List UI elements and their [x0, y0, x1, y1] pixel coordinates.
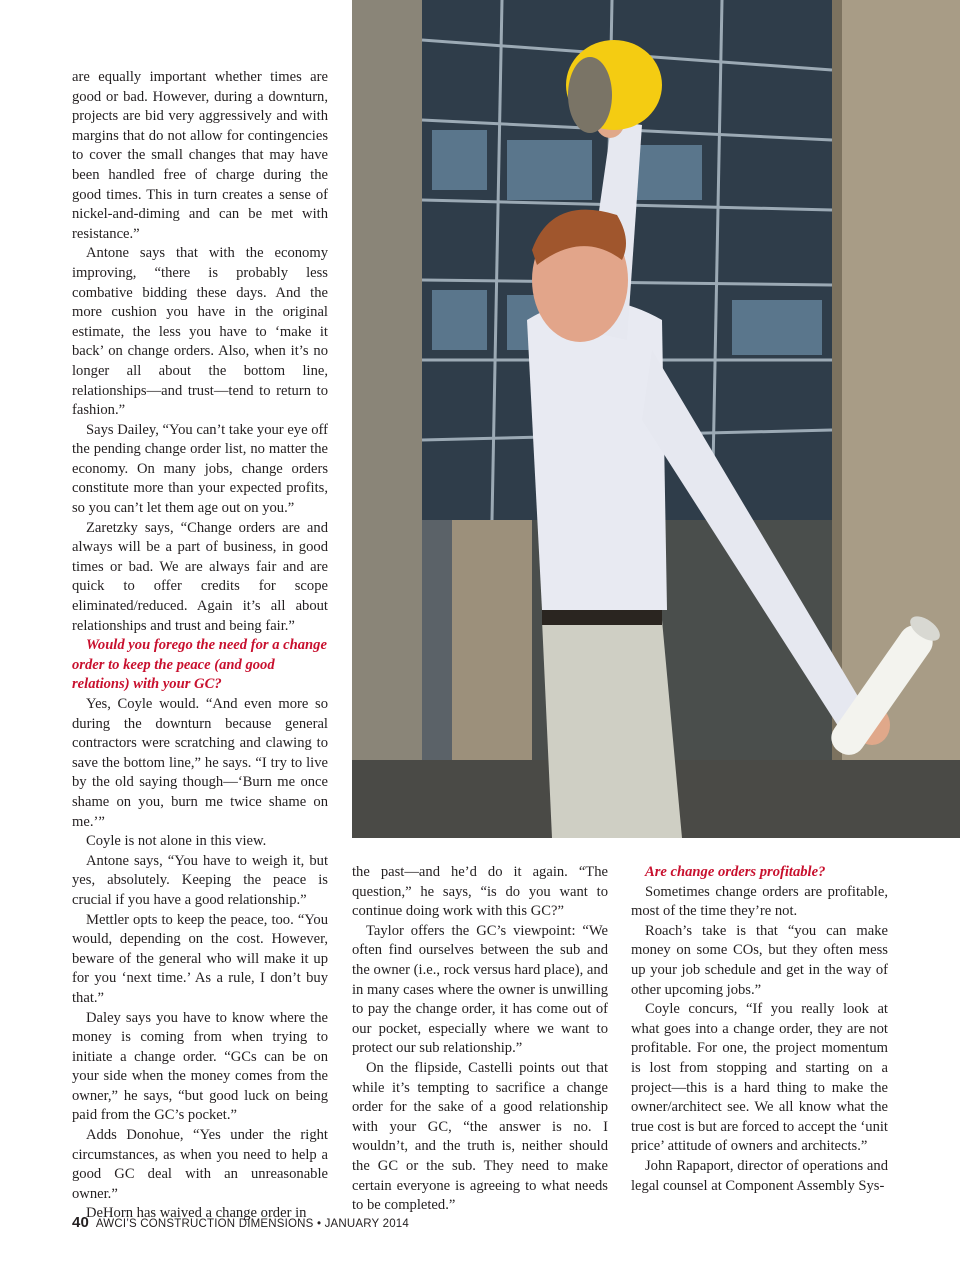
page-number: 40	[72, 1214, 90, 1231]
body-paragraph: Coyle concurs, “If you really look at what goes into a change order, they are not profitable. For one, the project momentum is lost from stopping and starting on a project—this is a hard thing to make the owner/architect see. We all know what the true cost is but are forced to accept the ‘unit price’ attitude of owners and architects.”	[631, 1001, 888, 1155]
body-paragraph: Says Dailey, “You can’t take your eye off the pending change order list, no matter the economy. On many jobs, change orders constitute more than your expected profits, so you can’t let them age out on you.”	[72, 421, 328, 517]
section-question-heading: Are change orders profitable?	[645, 864, 826, 880]
body-paragraph: Mettler opts to keep the peace, too. “You would, depending on the cost. However, beware of the general who will make it up for you ‘next time.’ As a rule, I don’t buy that.”	[72, 911, 328, 1006]
body-paragraph: the past—and he’d do it again. “The question,” he says, “is do you want to continue doing work with this GC?”	[352, 864, 608, 920]
article-column-2	[352, 863, 608, 1216]
body-paragraph: Sometimes change orders are profitable, most of the time they’re not.	[631, 883, 888, 920]
body-paragraph: Coyle is not alone in this view.	[86, 833, 267, 850]
body-paragraph: Taylor offers the GC’s viewpoint: “We often find ourselves between the sub and the owner (i.e., rock versus hard place), and in many cases where the owner is unwilling to pay the change order, it has come out of our pocket, especially where we want to protect our sub relationship.”	[352, 922, 608, 1057]
body-paragraph: Adds Donohue, “Yes under the right circumstances, as when you need to help a good GC deal with an unreasonable owner.”	[72, 1127, 328, 1202]
body-paragraph: Roach’s take is that “you can make money on some COs, but they often mess up your job schedule and get in the way of other upcoming jobs.”	[631, 922, 888, 998]
section-question-heading: Would you forego the need for a change order to keep the peace (and good relations) with your GC?	[72, 637, 327, 693]
body-paragraph: On the flipside, Castelli points out that while it’s tempting to sacrifice a change order for the sake of a good relationship with your GC, “the answer is no. I wouldn’t, and the truth is, neither should the GC or the sub. They need to make certain everyone is agreeing to what needs to be completed.”	[352, 1059, 608, 1214]
body-paragraph: Antone says, “You have to weigh it, but yes, absolutely. Keeping the peace is crucial if you have a good relationship.”	[72, 852, 328, 908]
article-photo	[352, 0, 960, 838]
body-paragraph: Daley says you have to know where the money is coming from when trying to initiate a change order. “GCs can be on your side when the money comes from the owner,” he says, “but good luck on being paid from the GC’s pocket.”	[72, 1009, 328, 1124]
body-paragraph: Zaretzky says, “Change orders are and always will be a part of business, in good times or bad. We are always fair and are quick to offer credits for scope eliminated/reduced. Again it’s all about relationships and trust and being fair.”	[72, 519, 328, 634]
article-column-1	[72, 68, 328, 1224]
page-footer	[72, 1214, 409, 1231]
body-paragraph: are equally important whether times are good or bad. However, during a downturn, projects are bid very aggressively and with margins that do not allow for contingencies to cover the small changes that may have been handled free of charge during the good times. This in turn creates a sense of nickel-and-diming and can be met with resistance.”	[72, 69, 328, 242]
body-paragraph: Antone says that with the economy improving, “there is probably less combative bidding these days. And the more cushion you have in the original estimate, the less you have to ‘make it back’ on change orders. Also, when it’s no longer all about the bottom line, relationships—and trust—tend to return to fashion.”	[72, 245, 328, 419]
publication-name: AWCI’S CONSTRUCTION DIMENSIONS • JANUARY 2014	[95, 1218, 410, 1230]
body-paragraph: John Rapaport, director of operations and legal counsel at Component Assembly Sys-	[631, 1157, 888, 1194]
body-paragraph: Yes, Coyle would. “And even more so during the downturn because general contractors were scratching and clawing to save the bottom line,” he says. “I try to live by the old saying though—‘Burn me once shame on you, burn me twice shame on me.’”	[72, 696, 328, 830]
article-column-3	[631, 863, 888, 1196]
body-paragraph: DeHorn has waived a change order in	[86, 1205, 307, 1222]
man-with-hard-hat-photo	[352, 0, 960, 838]
